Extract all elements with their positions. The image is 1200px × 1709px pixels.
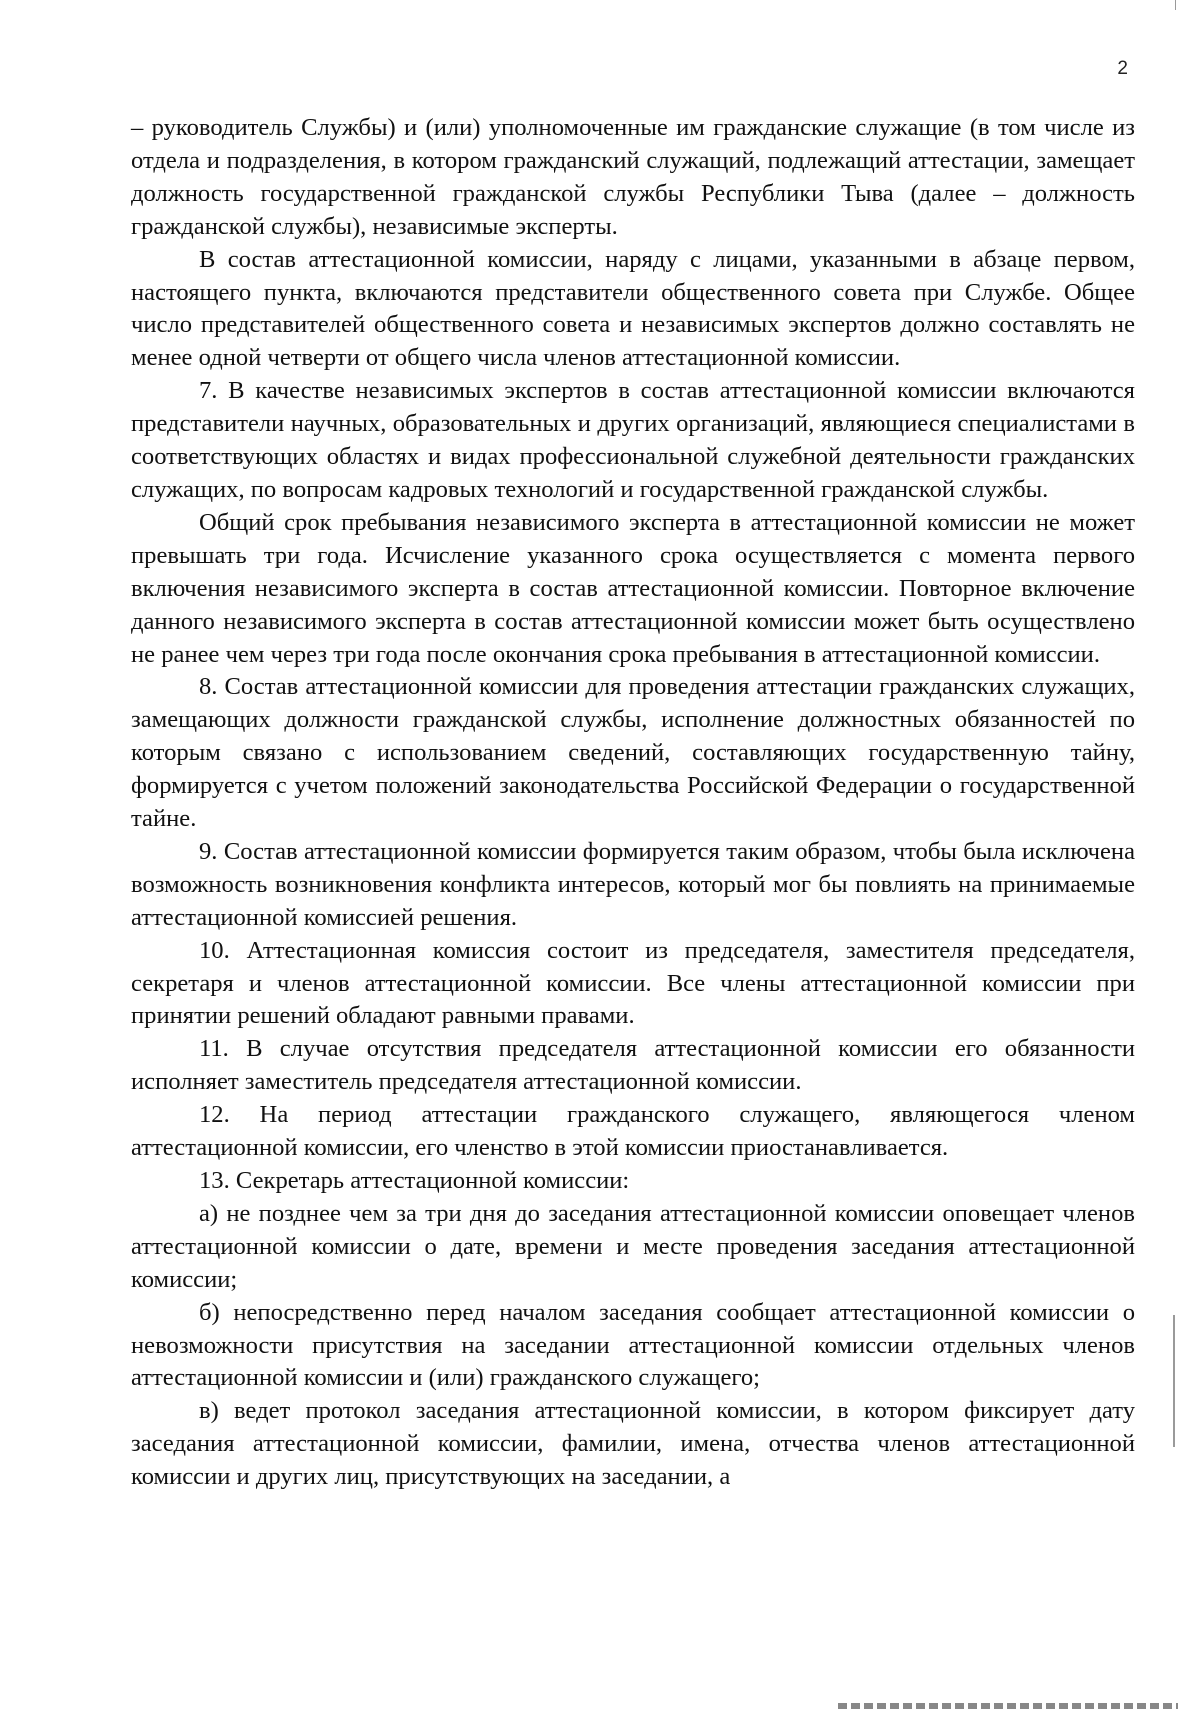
paragraph-expert-term: Общий срок пребывания независимого эксперта в аттестационной комиссии не может превышать три года. Исчисление указанного срока осуществляется с момента первого включения независимого эксперта в состав аттестационной комиссии. Повторное включение данного независимого эксперта в состав аттестационной комиссии может быть осуществлено не ранее чем через три года после окончания срока пребывания в аттестационной комиссии.: [131, 508, 1135, 668]
scan-bottom-marks: [838, 1703, 1178, 1709]
paragraph-item-13: 13. Секретарь аттестационной комиссии:: [199, 1167, 630, 1194]
scan-margin-mark: [1173, 1315, 1175, 1447]
paragraph-item-10: 10. Аттестационная комиссия состоит из председателя, заместителя председателя, секретаря и членов аттестационной комиссии. Все члены аттестационной комиссии при принятии решений обладают равными правами.: [131, 936, 1135, 1030]
paragraph-item-13v: в) ведет протокол заседания аттестационной комиссии, в котором фиксирует дату заседания аттестационной комиссии, фамилии, имена, отчества членов аттестационной комиссии и других лиц, присутствующих на заседании, а: [131, 1397, 1135, 1491]
paragraph-item-9: 9. Состав аттестационной комиссии формируется таким образом, чтобы была исключена возможность возникновения конфликта интересов, который мог бы повлиять на принимаемые аттестационной комиссией решения.: [131, 837, 1135, 931]
page-number: 2: [1117, 58, 1128, 79]
scan-edge-mark: [1175, 0, 1176, 10]
paragraph-commission-composition: В состав аттестационной комиссии, наряду с лицами, указанными в абзаце первом, настоящего пункта, включаются представители общественного совета при Службе. Общее число представителей общественного совета и независимых экспертов должно составлять не менее одной четверти от общего числа членов аттестационной комиссии.: [131, 245, 1135, 372]
paragraph-item-8: 8. Состав аттестационной комиссии для проведения аттестации гражданских служащих, замещающих должности гражданской службы, исполнение должностных обязанностей по которым связано с использованием сведений, составляющих государственную тайну, формируется с учетом положений законодательства Российской Федерации о государственной тайне.: [131, 673, 1135, 833]
paragraph-item-13a: а) не позднее чем за три дня до заседания аттестационной комиссии оповещает членов аттестационной комиссии о дате, времени и месте проведения заседания аттестационной комиссии;: [131, 1199, 1135, 1293]
paragraph-item-11: 11. В случае отсутствия председателя аттестационной комиссии его обязанности исполняет заместитель председателя аттестационной комиссии.: [131, 1035, 1135, 1096]
paragraph-item-13b: б) непосредственно перед началом заседания сообщает аттестационной комиссии о невозможности присутствия на заседании аттестационной комиссии отдельных членов аттестационной комиссии и (или) гражданского служащего;: [131, 1298, 1135, 1392]
paragraph-item-7: 7. В качестве независимых экспертов в состав аттестационной комиссии включаются представители научных, образовательных и других организаций, являющиеся специалистами в соответствующих областях и видах профессиональной служебной деятельности гражданских служащих, по вопросам кадровых технологий и государственной гражданской службы.: [131, 377, 1135, 503]
paragraph-item-12: 12. На период аттестации гражданского служащего, являющегося членом аттестационной комиссии, его членство в этой комиссии приостанавливается.: [131, 1101, 1135, 1162]
document-body: [131, 112, 1135, 1494]
paragraph-continuation: – руководитель Службы) и (или) уполномоченные им гражданские служащие (в том числе из отдела и подразделения, в котором гражданский служащий, подлежащий аттестации, замещает должность государственной гражданской службы Республики Тыва (далее – должность гражданской службы), независимые эксперты.: [131, 114, 1135, 240]
